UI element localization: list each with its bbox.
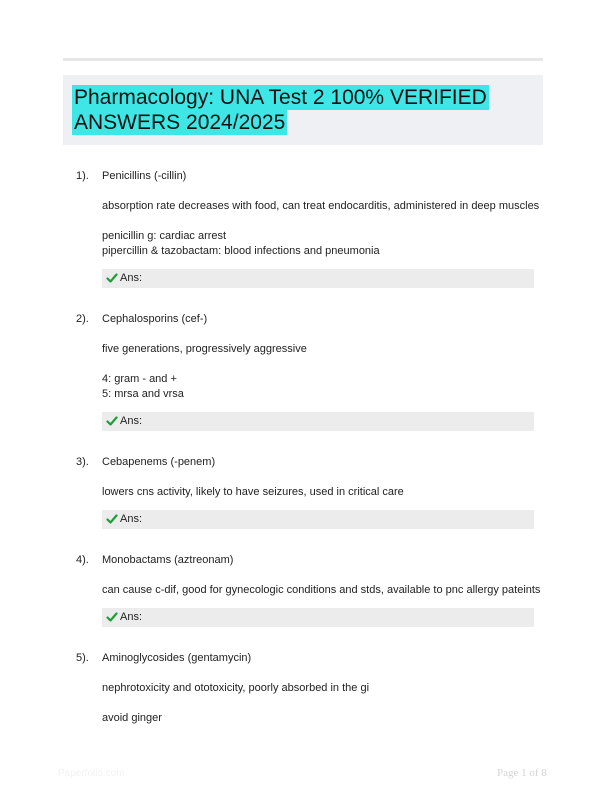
answer-label: Ans: bbox=[120, 611, 143, 623]
footer-watermark: Paperfolio.com bbox=[58, 768, 125, 779]
answer-bar bbox=[102, 608, 534, 627]
question-detail-line: pipercillin & tazobactam: blood infections and pneumonia bbox=[102, 245, 380, 257]
page-number: Page 1 of 8 bbox=[497, 767, 547, 779]
top-divider bbox=[63, 58, 543, 61]
question-detail-line: absorption rate decreases with food, can treat endocarditis, administered in deep muscles bbox=[102, 200, 540, 212]
question-detail-line: five generations, progressively aggressive bbox=[102, 343, 307, 355]
question-detail-line: can cause c-dif, good for gynecologic conditions and stds, available to pnc allergy pateints bbox=[102, 584, 541, 596]
question-term: Monobactams (aztreonam) bbox=[102, 554, 234, 566]
title-banner bbox=[63, 75, 543, 145]
answer-label: Ans: bbox=[120, 415, 143, 427]
question-term: Cebapenems (-penem) bbox=[102, 456, 216, 468]
answer-bar bbox=[102, 510, 534, 529]
question-detail-line: penicillin g: cardiac arrest bbox=[102, 230, 227, 242]
answer-label: Ans: bbox=[120, 272, 143, 284]
answer-bar bbox=[102, 269, 534, 288]
question-term: Aminoglycosides (gentamycin) bbox=[102, 652, 252, 664]
check-icon bbox=[106, 272, 118, 284]
question-detail-line: nephrotoxicity and ototoxicity, poorly absorbed in the gi bbox=[102, 682, 370, 694]
check-icon bbox=[106, 415, 118, 427]
question-detail-line: avoid ginger bbox=[102, 712, 162, 724]
answer-label: Ans: bbox=[120, 513, 143, 525]
question-detail-line: 5: mrsa and vrsa bbox=[102, 388, 184, 400]
question-detail-line: 4: gram - and + bbox=[102, 373, 177, 385]
page-title-text: Pharmacology: UNA Test 2 100% VERIFIED ANSWERS 2024/2025 bbox=[74, 86, 487, 134]
question-number: 5). bbox=[76, 652, 89, 664]
check-icon bbox=[106, 513, 118, 525]
question-detail-line: lowers cns activity, likely to have seizures, used in critical care bbox=[102, 486, 404, 498]
question-number: 3). bbox=[76, 456, 89, 468]
question-number: 4). bbox=[76, 554, 89, 566]
question-term: Cephalosporins (cef-) bbox=[102, 313, 208, 325]
answer-bar bbox=[102, 412, 534, 431]
page-title bbox=[72, 85, 492, 135]
question-number: 1). bbox=[76, 170, 89, 182]
question-number: 2). bbox=[76, 313, 89, 325]
question-term: Penicillins (-cillin) bbox=[102, 170, 187, 182]
check-icon bbox=[106, 611, 118, 623]
